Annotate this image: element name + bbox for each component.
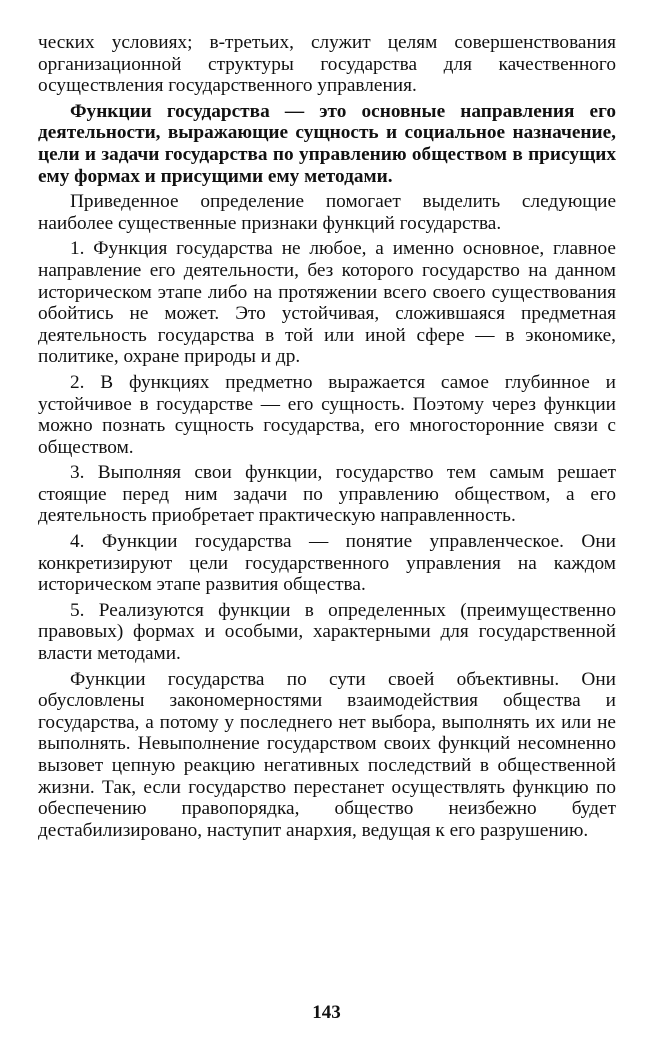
page-number: 143 [312,1002,341,1023]
paragraph-item-5: 5. Реализуются функции в определенных (преимущественно правовых) формах и особыми, характерными для государственной власти методами. [38,599,616,665]
paragraph-continuation: ческих условиях; в-третьих, служит целям совершенствования организационной структуры государства для качественного осуществления государственного управления. [38,32,616,97]
paragraph-item-2: 2. В функциях предметно выражается самое глубинное и устойчивое в государстве — его сущность. Поэтому через функции можно познать сущность государства, его многосторонние связи с обществом. [38,371,616,458]
paragraph-definition: Функции государства — это основные направления его деятельности, выражающие сущность и социальное назначение, цели и задачи государства по управлению обществом в присущих ему формах и присущими ему методами. [38,100,616,187]
page-text-block [38,32,616,841]
paragraph-item-3: 3. Выполняя свои функции, государство тем самым решает стоящие перед ним задачи по управлению обществом, а его деятельность приобретает практическую направленность. [38,462,616,527]
paragraph-item-4: 4. Функции государства — понятие управленческое. Они конкретизируют цели государственного управления на каждом историческом этапе развития общества. [38,531,616,596]
paragraph-intro: Приведенное определение помогает выделить следующие наиболее существенные признаки функций государства. [38,191,616,234]
paragraph-item-1: 1. Функция государства не любое, а именно основное, главное направление его деятельности, без которого государство на данном историческом этапе либо на протяжении всего своего существования обойтись не может. Это устойчивая, сложившаяся предметная деятельность государства в той или иной сфере — в экономике, политике, охране природы и др. [38,238,616,368]
paragraph-conclusion: Функции государства по сути своей объективны. Они обусловлены закономерностями взаимодействия общества и государства, а потому у последнего нет выбора, выполнять их или не выполнять. Невыполнение государством своих функций несомненно вызовет цепную реакцию негативных последствий в общественной жизни. Так, если государство перестанет осуществлять функцию по обеспечению правопорядка, общество неизбежно будет дестабилизировано, наступит анархия, ведущая к его разрушению. [38,668,616,841]
